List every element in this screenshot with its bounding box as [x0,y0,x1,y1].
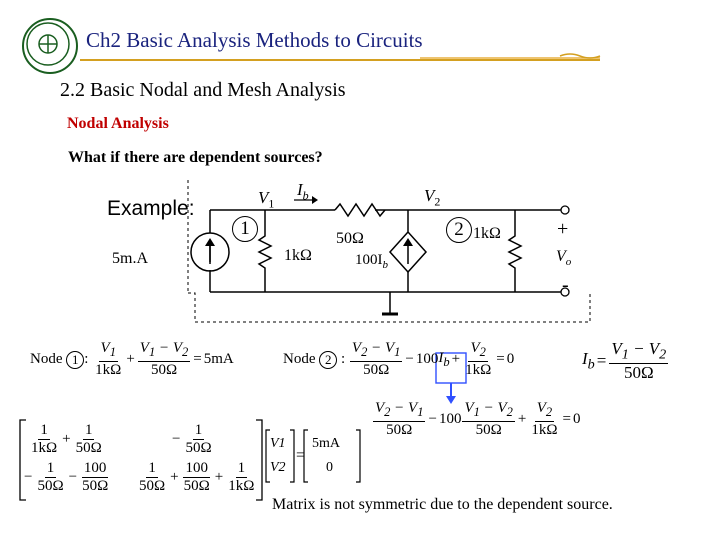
den-50: 50Ω [37,478,64,494]
den-1k: 1kΩ [31,440,58,456]
vo-label: $V_o$ [556,248,572,269]
topic-label: Nodal Analysis [67,115,169,132]
substituted-equation: $\frac{V_2 - V_1}{50\Omega}$ − 100 $\frac{V_1 - V_2}{50\Omega}$ + $\frac{V_2}{1k\Omega}$ = 0 [375,400,581,438]
den-50: 50Ω [386,422,413,438]
node2-marker: 2 [446,217,472,243]
den-1k: 1kΩ [531,422,558,438]
den-50: 50Ω [82,478,109,494]
equals-sign: = [296,447,306,464]
den-50: 50Ω [363,362,390,378]
den-1k: 1kΩ [95,362,122,378]
minus-sign: - [562,274,569,296]
den-1k: 1kΩ [465,362,492,378]
node1-label: Node [30,351,63,367]
den-50: 50Ω [475,422,502,438]
colon: : [84,351,89,367]
node2-equation: Node 2 : $\frac{V_2 - V_1}{50\Omega}$ − 100 $I_b$ + $\frac{V_2}{1k\Omega}$ = 0 [283,340,515,378]
coef-100: 100 [415,351,439,367]
den-50: 50Ω [75,440,102,456]
coef-100: 100 [83,460,107,476]
den-1k: 1kΩ [228,478,255,494]
ib-def-den: 50Ω [623,363,654,383]
plus-sign: + [557,218,569,240]
vector-v2: V2 [270,460,286,475]
rhs-bottom: 0 [326,460,333,475]
rhs-top: 5mA [312,436,340,451]
current-source-label: 5m.A [112,250,148,267]
r-series-label: 50Ω [336,230,364,247]
ib-label: $I_b$ [297,180,309,203]
ib-definition: $I_b$ = $\frac{V_1 - V_2}{50\Omega}$ [582,339,667,383]
page-title: Ch2 Basic Analysis Methods to Circuits [86,28,423,52]
conclusion-note: Matrix is not symmetric due to the dependent source. [272,496,613,513]
r1-label: 1kΩ [284,247,312,264]
node1-marker: 1 [232,216,258,242]
node2-label: Node [283,351,316,367]
den-50: 50Ω [139,478,166,494]
den-50: 50Ω [183,478,210,494]
example-label: Example: [107,197,195,220]
den-50: 50Ω [185,440,212,456]
zero: 0 [573,411,581,427]
coef-100: 100 [438,411,462,427]
vector-v1: V1 [270,436,286,451]
v2-label: $V_2$ [424,186,441,209]
node1-equation: Node 1 : $\frac{V_1}{1k\Omega}$ + $\frac{V_1 - V_2}{50\Omega}$ = 5mA [30,340,234,378]
node1-number: 1 [66,351,84,369]
eq1-rhs: 5mA [203,351,234,367]
dep-source-label: $100I_b$ [355,252,388,271]
coef-100: 100 [185,460,208,476]
r2-label: 1kΩ [473,225,501,242]
question-text: What if there are dependent sources? [68,149,323,166]
colon: : [341,351,346,367]
zero: 0 [506,351,515,367]
section-heading: 2.2 Basic Nodal and Mesh Analysis [60,79,346,101]
node2-number: 2 [319,351,337,369]
v1-label: $V_1$ [258,188,275,211]
den-50: 50Ω [150,362,178,378]
